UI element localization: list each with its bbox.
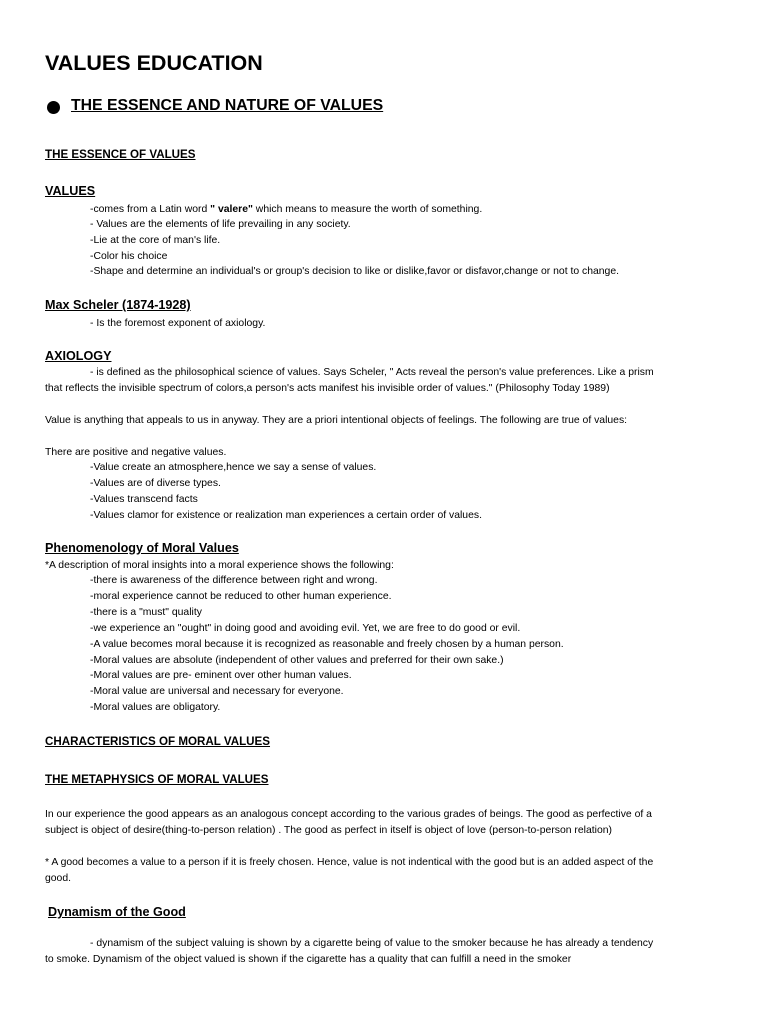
phenomenology-item: -Moral values are obligatory. <box>90 702 221 713</box>
document-title: VALUES EDUCATION <box>45 51 263 75</box>
scheler-heading: Max Scheler (1874-1928) <box>45 298 191 312</box>
metaphysics-para-line-1: In our experience the good appears as an analogous concept according to the various grades of beings. The good as perfective of a <box>45 809 652 820</box>
essence-heading: THE ESSENCE OF VALUES <box>45 148 196 161</box>
phenomenology-item: -we experience an "ought" in doing good and avoiding evil. Yet, we are free to do good or evil. <box>90 623 521 634</box>
good-para-line-1: * A good becomes a value to a person if it is freely chosen. Hence, value is not indentical with the good but is an added aspect of the <box>45 857 654 868</box>
positive-negative-item: -Values transcend facts <box>90 494 198 505</box>
positive-negative-item: -Value create an atmosphere,hence we say a sense of values. <box>90 462 377 473</box>
positive-negative-item: -Values clamor for existence or realization man experiences a certain order of values. <box>90 510 482 521</box>
values-item: -Shape and determine an individual's or group's decision to like or dislike,favor or disfavor,change or not to change. <box>90 266 620 277</box>
phenomenology-item: -Moral values are pre- eminent over other human values. <box>90 670 352 681</box>
phenomenology-intro: *A description of moral insights into a moral experience shows the following: <box>45 560 394 571</box>
scheler-item: - Is the foremost exponent of axiology. <box>90 318 266 329</box>
good-para-line-2: good. <box>45 873 72 884</box>
values-line-1 <box>90 203 482 216</box>
phenomenology-heading: Phenomenology of Moral Values <box>45 541 239 555</box>
section-title: THE ESSENCE AND NATURE OF VALUES <box>71 97 384 114</box>
phenomenology-item: -Moral value are universal and necessary for everyone. <box>90 686 344 697</box>
axiology-heading: AXIOLOGY <box>45 349 112 363</box>
phenomenology-item: -there is a "must" quality <box>90 607 202 618</box>
bullet-icon <box>47 101 60 114</box>
characteristics-heading: CHARACTERISTICS OF MORAL VALUES <box>45 735 271 748</box>
positive-negative-item: -Values are of diverse types. <box>90 478 221 489</box>
positive-negative-intro: There are positive and negative values. <box>45 447 227 458</box>
phenomenology-item: -there is awareness of the difference between right and wrong. <box>90 575 378 586</box>
values-heading: VALUES <box>45 184 96 198</box>
values-line-1-pre: -comes from a Latin word <box>90 204 211 215</box>
values-line-1-post: which means to measure the worth of something. <box>252 204 483 215</box>
values-line-1-bold: " valere" <box>210 204 253 215</box>
axiology-line-2: that reflects the invisible spectrum of colors,a person's acts manifest his invisible order of values." (Philosophy Today 1989) <box>45 383 610 394</box>
dynamism-line-1: - dynamism of the subject valuing is shown by a cigarette being of value to the smoker because he has already a tendency <box>90 938 654 949</box>
phenomenology-item: -moral experience cannot be reduced to other human experience. <box>90 591 392 602</box>
dynamism-line-2: to smoke. Dynamism of the object valued is shown if the cigarette has a quality that can fulfill a need in the smoker <box>45 954 572 965</box>
values-item: -Lie at the core of man's life. <box>90 235 221 246</box>
phenomenology-item: -A value becomes moral because it is recognized as reasonable and freely chosen by a human person. <box>90 639 564 650</box>
axiology-line-1: - is defined as the philosophical science of values. Says Scheler, " Acts reveal the person's value preferences. Like a prism <box>90 367 654 378</box>
metaphysics-para-line-2: subject is object of desire(thing-to-person relation) . The good as perfect in itself is object of love (person-to-person relation) <box>45 825 612 836</box>
metaphysics-heading: THE METAPHYSICS OF MORAL VALUES <box>45 773 269 786</box>
values-item: - Values are the elements of life prevailing in any society. <box>90 219 351 230</box>
dynamism-heading: Dynamism of the Good <box>48 905 186 919</box>
phenomenology-item: -Moral values are absolute (independent of other values and preferred for their own sake.) <box>90 655 504 666</box>
values-item: -Color his choice <box>90 251 168 262</box>
value-definition: Value is anything that appeals to us in anyway. They are a priori intentional objects of feelings. The following are true of values: <box>45 415 628 426</box>
